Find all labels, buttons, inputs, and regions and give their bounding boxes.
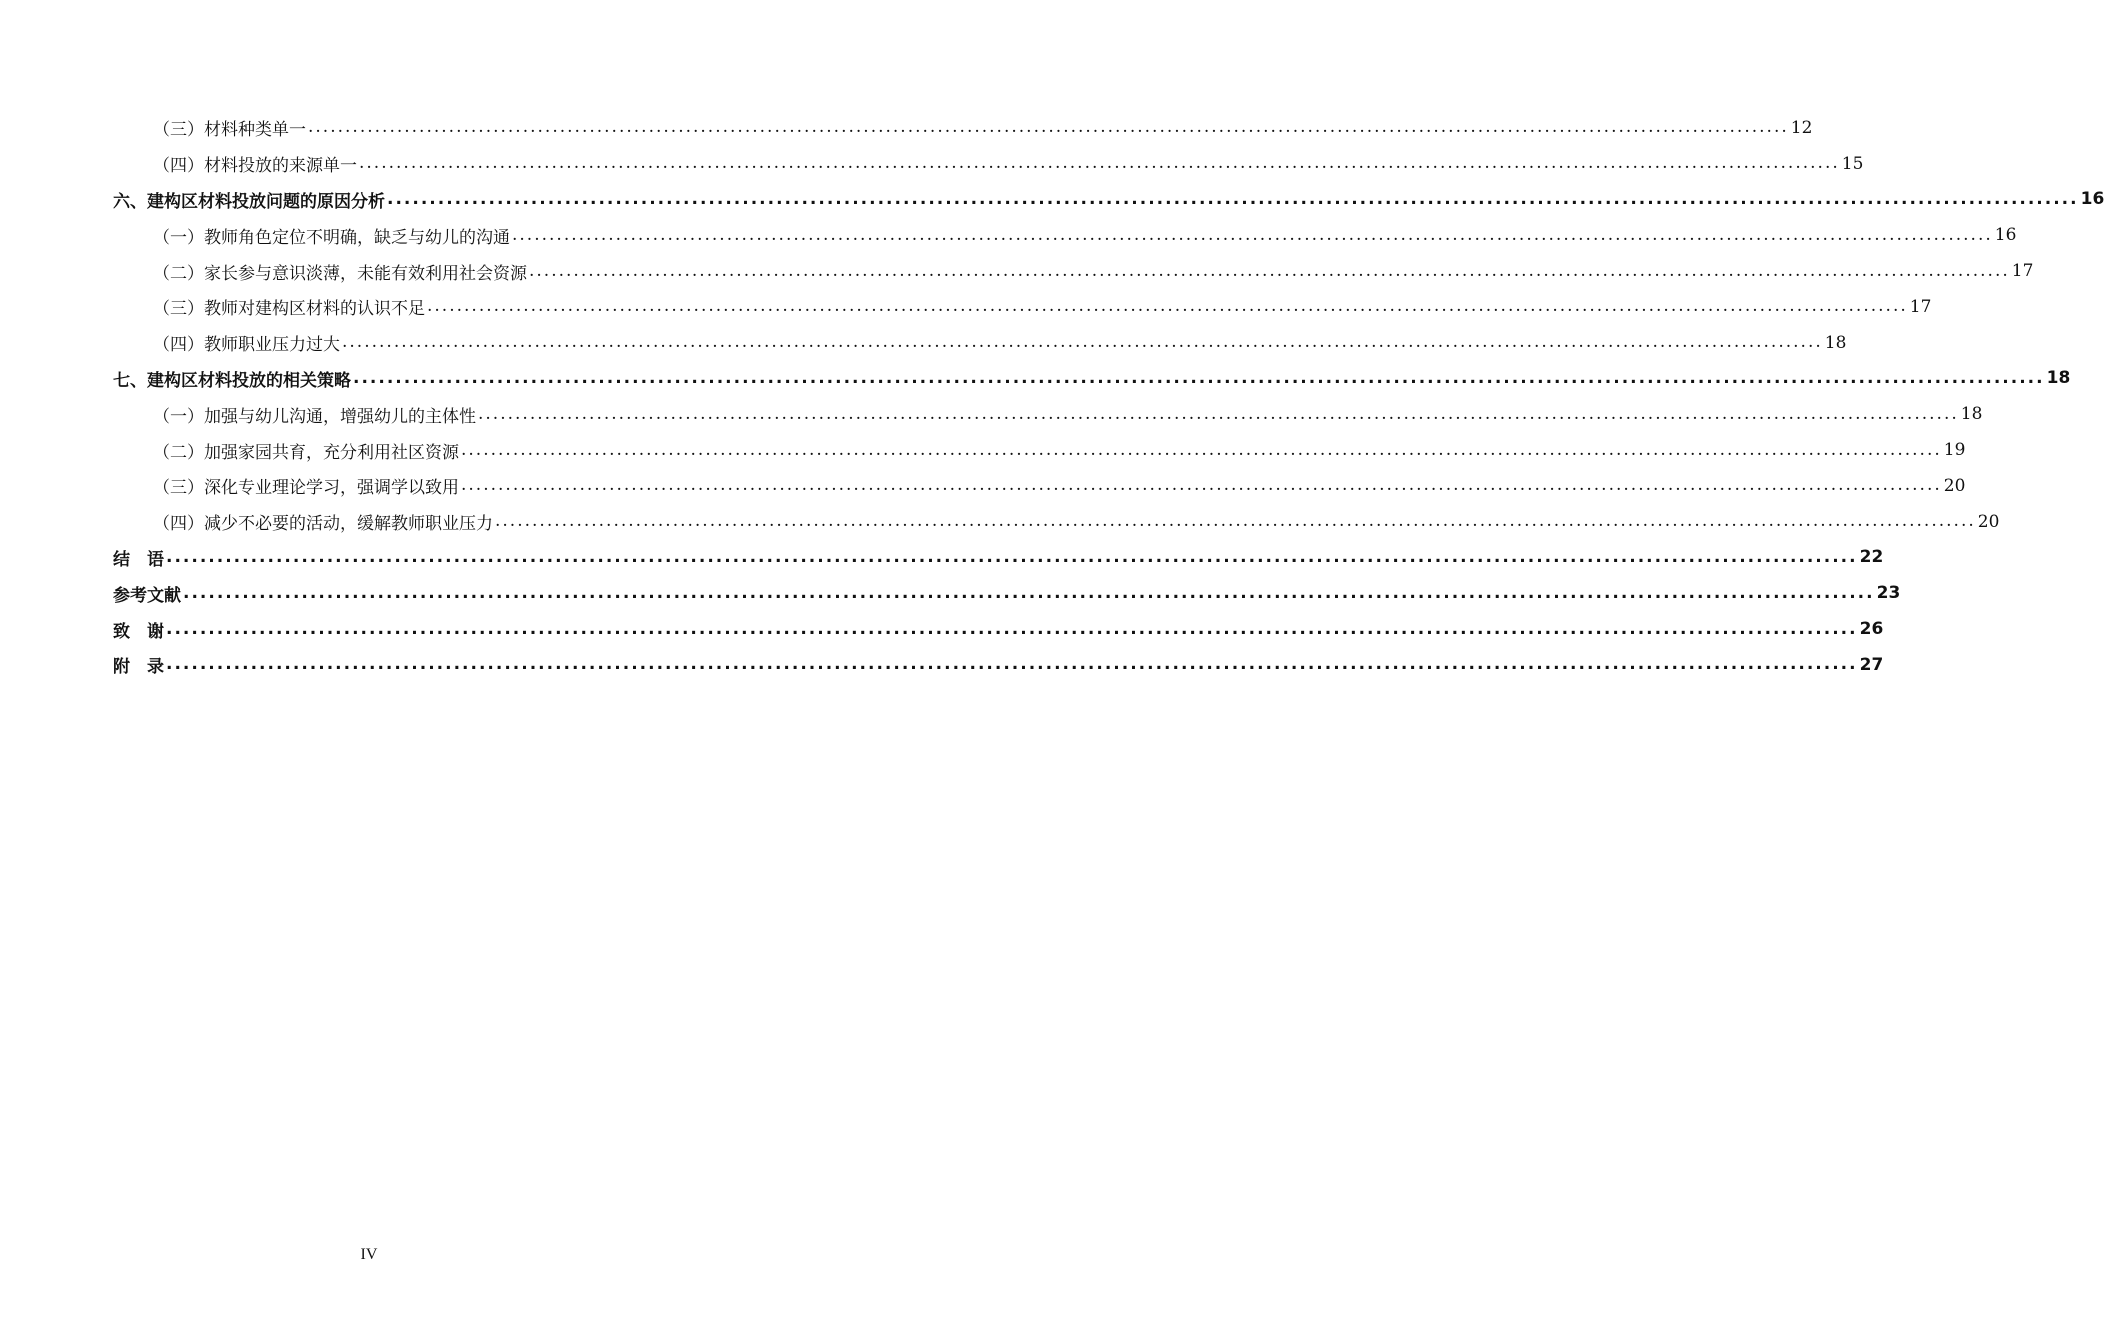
toc-entry-title: （四）教师职业压力过大 [153, 335, 340, 356]
toc-leader-dots: ........................................................................................................................................................................................................ [183, 582, 1875, 603]
toc-entry[interactable] [0, 146, 1864, 182]
toc-leader-dots: ........................................................................................................................................................................................................ [387, 188, 2079, 209]
toc-leader-dots: ........................................................................................................................................................................................................ [308, 117, 1789, 138]
toc-leader-dots: ........................................................................................................................................................................................................ [461, 475, 1942, 496]
toc-entry-page: 22 [1859, 547, 1884, 568]
toc-leader-dots: ........................................................................................................................................................................................................ [512, 224, 1993, 245]
toc-entry-title: （四）材料投放的来源单一 [153, 156, 357, 177]
toc-entry-title: （四）减少不必要的活动，缓解教师职业压力 [153, 514, 493, 535]
toc-entry-page: 15 [1841, 153, 1864, 174]
toc-entry-title: （三）教师对建构区材料的认识不足 [153, 299, 425, 320]
toc-entry[interactable] [0, 396, 1983, 432]
toc-entry-page: 16 [2080, 189, 2104, 210]
toc-leader-dots: ........................................................................................................................................................................................................ [353, 367, 2045, 388]
toc-entry[interactable] [0, 432, 1966, 468]
toc-entry-page: 19 [1943, 440, 1966, 461]
toc-entry-title: （三）深化专业理论学习，强调学以致用 [153, 478, 459, 499]
toc-chapter-entry[interactable] [0, 182, 2104, 218]
toc-leader-dots: ........................................................................................................................................................................................................ [359, 153, 1840, 174]
toc-chapter-entry[interactable] [0, 540, 1884, 576]
toc-entry-title: （一）加强与幼儿沟通，增强幼儿的主体性 [153, 406, 476, 427]
toc-entry-title: 七、建构区材料投放的相关策略 [113, 370, 351, 391]
toc-entry[interactable] [0, 110, 1813, 146]
toc-entry[interactable] [0, 504, 2000, 540]
toc-chapter-entry[interactable] [0, 361, 2071, 397]
toc-leader-dots: ........................................................................................................................................................................................................ [166, 618, 1858, 639]
toc-entry-title: （二）加强家园共育，充分利用社区资源 [153, 442, 459, 463]
toc-entry[interactable] [0, 253, 2034, 289]
table-of-contents [0, 110, 2104, 683]
toc-entry-page: 18 [2046, 368, 2071, 389]
toc-entry-title: 结 语 [113, 549, 164, 570]
toc-entry-page: 12 [1790, 117, 1813, 138]
toc-entry-page: 17 [1909, 296, 1932, 317]
toc-entry-page: 26 [1859, 619, 1884, 640]
toc-entry[interactable] [0, 468, 1966, 504]
toc-entry-page: 20 [1977, 511, 2000, 532]
toc-leader-dots: ........................................................................................................................................................................................................ [495, 511, 1976, 532]
toc-entry[interactable] [0, 325, 1847, 361]
toc-entry-title: 附 录 [113, 657, 164, 678]
toc-entry-page: 18 [1960, 404, 1983, 425]
toc-leader-dots: ........................................................................................................................................................................................................ [529, 260, 2010, 281]
toc-leader-dots: ........................................................................................................................................................................................................ [461, 439, 1942, 460]
toc-entry-title: 参考文献 [113, 585, 181, 606]
toc-entry-title: （一）教师角色定位不明确，缺乏与幼儿的沟通 [153, 227, 510, 248]
toc-leader-dots: ........................................................................................................................................................................................................ [166, 546, 1858, 567]
toc-leader-dots: ........................................................................................................................................................................................................ [166, 654, 1858, 675]
toc-entry[interactable] [0, 289, 1932, 325]
toc-chapter-entry[interactable] [0, 611, 1884, 647]
toc-entry-title: 六、建构区材料投放问题的原因分析 [113, 191, 385, 212]
toc-entry-page: 20 [1943, 475, 1966, 496]
toc-chapter-entry[interactable] [0, 575, 1901, 611]
toc-leader-dots: ........................................................................................................................................................................................................ [342, 332, 1823, 353]
toc-entry-page: 23 [1876, 583, 1901, 604]
toc-entry-page: 18 [1824, 332, 1847, 353]
toc-entry-page: 16 [1994, 225, 2017, 246]
toc-entry-title: （三）材料种类单一 [153, 120, 306, 141]
toc-entry[interactable] [0, 217, 2017, 253]
toc-leader-dots: ........................................................................................................................................................................................................ [427, 296, 1908, 317]
toc-entry-title: （二）家长参与意识淡薄，未能有效利用社会资源 [153, 263, 527, 284]
toc-entry-page: 17 [2011, 261, 2034, 282]
toc-leader-dots: ........................................................................................................................................................................................................ [478, 403, 1959, 424]
toc-entry-page: 27 [1859, 654, 1884, 675]
toc-chapter-entry[interactable] [0, 647, 1884, 683]
page-number: IV [360, 1246, 378, 1263]
toc-entry-title: 致 谢 [113, 621, 164, 642]
